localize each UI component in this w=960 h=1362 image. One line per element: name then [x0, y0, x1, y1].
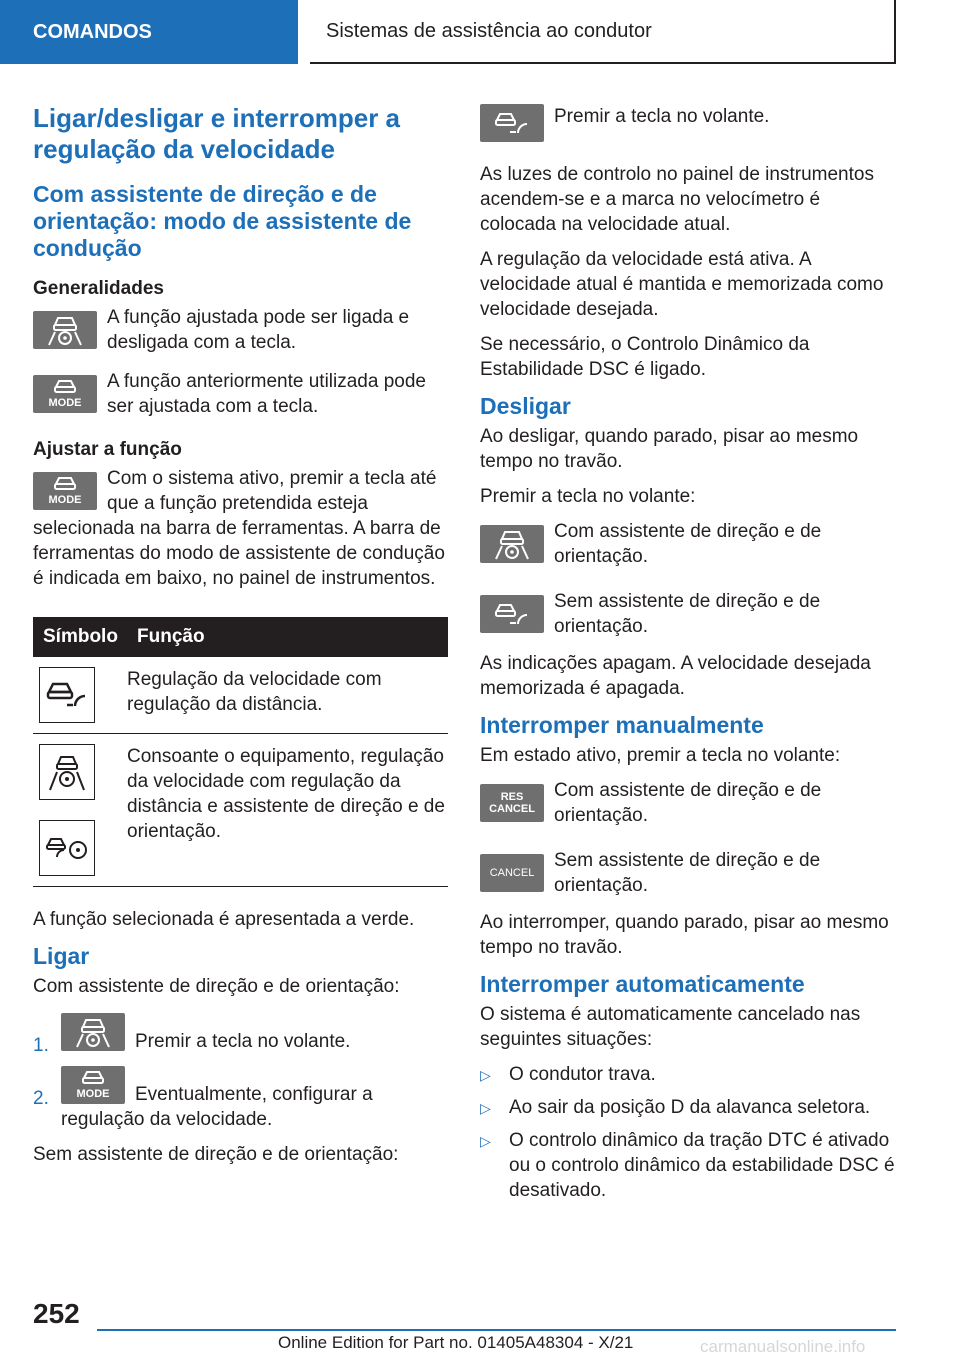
- triangle-bullet-icon: ▷: [480, 1100, 491, 1116]
- cruise-control-key-icon: [480, 595, 544, 633]
- table-row: [33, 657, 448, 734]
- auto-p1: O sistema é automaticamente cancelado nas seguintes situações:: [480, 1004, 861, 1050]
- selected-function-note: A função selecionada é apresentada a verde.: [33, 909, 415, 930]
- step-number: 2.: [33, 1088, 49, 1109]
- list-item: [480, 1128, 896, 1203]
- ligar-outro: Sem assistente de direção e de orientação:: [33, 1144, 399, 1165]
- cancel-label: CANCEL: [489, 867, 535, 879]
- function-cell: Regulação da velocidade com regulação da distância.: [127, 657, 448, 734]
- list-item: [33, 1013, 448, 1058]
- icon-row-manual-2: [480, 848, 896, 898]
- icon-row-toggle: [33, 305, 448, 355]
- res-cancel-key-icon: [480, 784, 544, 822]
- paragraph-active: A regulação da velocidade está ativa. A velocidade atual é mantida e memorizada como velocidade desejada.: [480, 249, 884, 320]
- watermark: carmanualsonline.info: [700, 1337, 866, 1356]
- table-row: [33, 734, 448, 887]
- footer-edition: Online Edition for Part no. 01405A48304 - X/21: [278, 1333, 634, 1352]
- list-item: [480, 1095, 896, 1121]
- desligar-p2: Premir a tecla no volante:: [480, 486, 696, 507]
- bullet-text: O controlo dinâmico da tração DTC é ativado ou o controlo dinâmico da estabilidade DSC é desativado.: [509, 1130, 895, 1201]
- icon-row-mode: [33, 369, 448, 419]
- triangle-bullet-icon: ▷: [480, 1133, 491, 1149]
- page-header-title: Sistemas de assistência ao condutor: [310, 0, 896, 64]
- distance-steering-icon: [39, 820, 95, 876]
- cruise-control-key-icon: [480, 104, 544, 142]
- desligar-p1: Ao desligar, quando parado, pisar ao mesmo tempo no travão.: [480, 426, 859, 472]
- ligar-steps: [33, 1013, 448, 1132]
- distance-control-icon: [39, 667, 95, 723]
- assistant-key-icon: [480, 525, 544, 563]
- mode-key-icon: [33, 472, 97, 510]
- mode-description: A função anteriormente utilizada pode ser ajustada com a tecla.: [107, 371, 426, 417]
- left-column: [33, 100, 448, 1177]
- toggle-description: A função ajustada pode ser ligada e desligada com a tecla.: [107, 307, 410, 353]
- icon-row-manual-1: [480, 778, 896, 828]
- mode-key-icon: [61, 1066, 125, 1104]
- table-header-symbol: Símbolo: [33, 617, 127, 657]
- ajustar-text: Com o sistema ativo, premir a tecla até que a função pretendida esteja selecionada na barra de ferramentas. A barra de ferramentas do modo de assistente de condução é indicada em baixo, no painel de instrumentos.: [33, 468, 445, 589]
- assistant-key-icon: [61, 1013, 125, 1051]
- symbol-table: [33, 617, 448, 887]
- mode-key-label: MODE: [48, 397, 82, 409]
- step-body: [61, 1066, 448, 1132]
- heading-desligar: Desligar: [480, 393, 571, 419]
- manual-p2: Ao interromper, quando parado, pisar ao mesmo tempo no travão.: [480, 912, 889, 958]
- cancel-label: CANCEL: [489, 803, 535, 815]
- manual-p1: Em estado ativo, premir a tecla no volante:: [480, 745, 841, 766]
- desligar-with-assistant: Com assistente de direção e de orientação.: [554, 521, 822, 567]
- step-text: Premir a tecla no volante.: [135, 1031, 351, 1052]
- table-header-function: Função: [127, 617, 448, 657]
- desligar-p3: As indicações apagam. A velocidade desejada memorizada é apagada.: [480, 653, 871, 699]
- list-item: [33, 1066, 448, 1132]
- premir-text: Premir a tecla no volante.: [554, 106, 770, 127]
- steering-assistant-icon: [39, 744, 95, 800]
- step-number: 1.: [33, 1035, 49, 1056]
- section-tab: COMANDOS: [0, 0, 298, 64]
- auto-bullet-list: [480, 1062, 896, 1203]
- cancel-key-icon: [480, 854, 544, 892]
- heading-ajustar: Ajustar a função: [33, 439, 182, 460]
- heading-interromper-auto: Interromper automaticamente: [480, 971, 805, 997]
- main-heading: Ligar/desligar e interromper a regulação da velocidade: [33, 103, 401, 164]
- heading-ligar: Ligar: [33, 943, 90, 969]
- manual-without-assistant: Sem assistente de direção e de orientação.: [554, 850, 821, 896]
- ligar-intro: Com assistente de direção e de orientação:: [33, 976, 400, 997]
- footer-divider: [97, 1329, 896, 1331]
- desligar-without-assistant: Sem assistente de direção e de orientação.: [554, 591, 821, 637]
- mode-key-icon: [33, 375, 97, 413]
- triangle-bullet-icon: ▷: [480, 1067, 491, 1083]
- icon-row-cruise: [480, 104, 896, 142]
- heading-interromper-manual: Interromper manualmente: [480, 712, 764, 738]
- symbol-cell: [33, 657, 127, 734]
- symbol-cell: [33, 734, 127, 887]
- bullet-text: Ao sair da posição D da alavanca seletora.: [509, 1097, 871, 1118]
- subheading-driving-assistant: Com assistente de direção e de orientação: modo de assistente de condução: [33, 181, 412, 261]
- page-number: 252: [33, 1298, 80, 1329]
- step-text: Eventualmente, configurar a regulação da velocidade.: [61, 1084, 373, 1130]
- list-item: [480, 1062, 896, 1088]
- paragraph-indicators: As luzes de controlo no painel de instrumentos acendem-se e a marca no velocímetro é colocada na velocidade atual.: [480, 164, 874, 235]
- bullet-text: O condutor trava.: [509, 1064, 656, 1085]
- manual-with-assistant: Com assistente de direção e de orientação.: [554, 780, 822, 826]
- heading-generalidades: Generalidades: [33, 278, 164, 299]
- right-column: [480, 104, 896, 1210]
- assistant-key-icon: [33, 311, 97, 349]
- icon-row-desligar-1: [480, 519, 896, 569]
- res-label: RES: [500, 791, 524, 803]
- icon-row-desligar-2: [480, 589, 896, 639]
- function-cell: Consoante o equipamento, regulação da velocidade com regulação da distância e assistente de direção e de orientação.: [127, 734, 448, 887]
- paragraph-dsc: Se necessário, o Controlo Dinâmico da Estabilidade DSC é ligado.: [480, 334, 810, 380]
- mode-key-label: MODE: [76, 1088, 110, 1100]
- mode-key-label: MODE: [48, 494, 82, 506]
- ajustar-paragraph: [33, 466, 448, 601]
